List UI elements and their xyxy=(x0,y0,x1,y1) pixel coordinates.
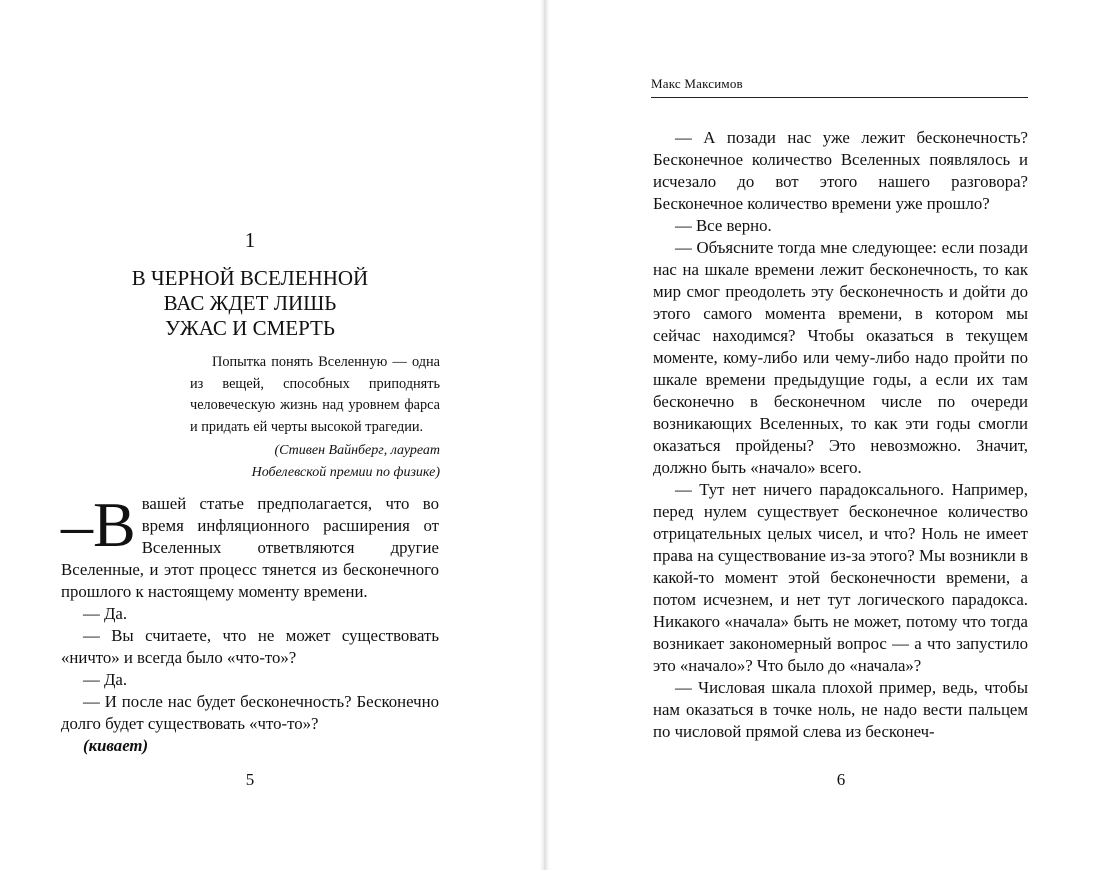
paragraph: — И после нас будет бесконечность? Бесконечно долго будет существовать «что-то»? xyxy=(61,692,439,733)
paragraph: — Да. xyxy=(83,670,128,689)
stage-direction: (кивает) xyxy=(83,736,149,755)
paragraph: — Да. xyxy=(83,604,128,623)
chapter-title xyxy=(0,266,500,341)
paragraph: — Все верно. xyxy=(675,216,772,235)
running-head: Макс Максимов xyxy=(651,76,743,91)
chapter-number: 1 xyxy=(244,228,256,252)
paragraph: — А позади нас уже лежит бесконечность? Бесконечное количество Вселенных появлялось и исчезало до вот этого нашего разговора? Бесконечное количество времени уже прошло? xyxy=(653,128,1028,213)
epigraph-attribution-line: (Стивен Вайнберг, лауреат xyxy=(274,443,440,458)
chapter-title-line: В ЧЕРНОЙ ВСЕЛЕННОЙ xyxy=(131,266,369,290)
epigraph-text: Попытка понять Вселенную — одна из вещей, способных приподнять человеческую жизнь над уровнем фарса и придать ей черты высокой трагедии. xyxy=(190,354,440,435)
right-page xyxy=(549,0,1096,870)
paragraph: — Вы считаете, что не может существовать «ничто» и всегда было «что-то»? xyxy=(61,626,439,667)
paragraph: — Объясните тогда мне следующее: если позади нас на шкале времени лежит бесконечность, то как мир смог преодолеть эту бесконечность и дойти до этого самого момента времени, в котором мы сейчас находимся? Чтобы оказаться в текущем моменте, кому-либо или чему-либо надо пройти по шкале времени предыдущие годы, а если их там бесконечно в бесконечном числе по очереди возникающих Вселенных, то как эти годы смогли оказаться пройдены? Это невозможно. Значит, должно быть «начало» всего. xyxy=(653,238,1028,477)
opening-paragraph xyxy=(61,489,439,603)
paragraph-text: вашей статье предполагается, что во время инфляционного расширения от Вселенных ответвляются другие Вселенные, и этот процесс тянется из бесконечного прошлого к настоящему моменту времени. xyxy=(61,494,439,601)
header-rule xyxy=(651,97,1028,98)
page-number: 6 xyxy=(836,770,846,789)
chapter-title-line: УЖАС И СМЕРТЬ xyxy=(165,316,335,340)
epigraph-attribution xyxy=(252,440,440,483)
page-number: 5 xyxy=(245,770,255,789)
left-body-text xyxy=(61,489,439,757)
chapter-title-line: ВАС ЖДЕТ ЛИШЬ xyxy=(163,291,337,315)
epigraph xyxy=(190,352,440,438)
epigraph-attribution-line: Нобелевской премии по физике) xyxy=(251,464,440,480)
dropcap: –В xyxy=(61,489,136,560)
paragraph: — Тут нет ничего парадоксального. Например, перед нулем существует бесконечное количество отрицательных целых чисел, и что? Ноль не имеет права на существование из-за этого? Мы возникли в какой-то момент этой бесконечности времени, а потом исчезнем, и нет тут логического парадокса. Никакого «начала» быть не может, потому что тогда возникает закономерный вопрос — а что запустило это «начало»? Что было до «начала»? xyxy=(653,480,1028,675)
right-body-text xyxy=(653,127,1028,743)
paragraph: — Числовая шкала плохой пример, ведь, чтобы нам оказаться в точке ноль, не надо вести пальцем по числовой прямой слева из бесконеч- xyxy=(653,678,1028,741)
left-page xyxy=(0,0,543,870)
